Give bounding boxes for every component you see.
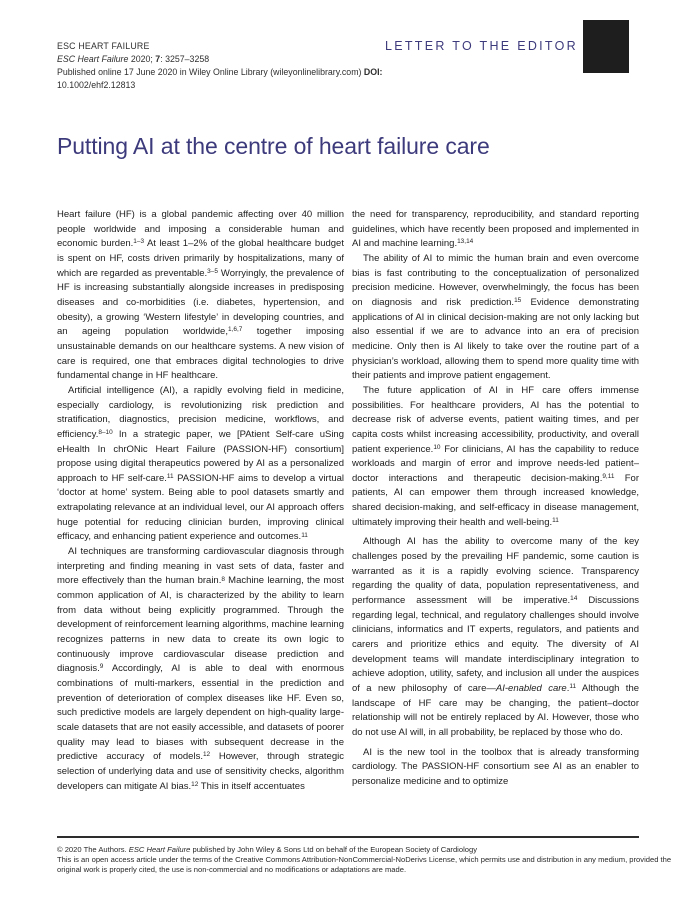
paragraph: Although AI has the ability to overcome many of the key challenges posed by the prevailing HF pandemic, some caution is warranted as it is a rapidly evolving science. Transparency regarding the quality of data, population representativeness, and performance assessment will be imperative.$^{14}$ Discussions regarding legal, technical, and regulatory challenges should involve clinicians, informatics and IT experts, regulators, and patients and carers and prioritize ethics and equity. The diversity of AI development teams will mandate interdisciplinary integration to achieve adoption, utility, safety, and inclusion all under the auspices of a new philosophy of care—AI-enabled care.$^{11}$ Although the landscape of HF care may be changing, the patient–doctor relationship will not be entirely replaced by AI. However, those who do not use AI will, in all probability, be replaced by those who do. (352, 536, 639, 738)
published-line: Published online 17 June 2020 in Wiley Online Library (wileyonlinelibrary.com) DOI: 10.1002/ehf2.12813 (57, 67, 383, 90)
citation-line: ESC Heart Failure 2020; 7: 3257–3258 (57, 54, 210, 64)
page-title: Putting AI at the centre of heart failure care (57, 133, 490, 159)
paragraph: the need for transparency, reproducibility, and standard reporting guidelines, which have recently been proposed and implemented in AI and machine learning.$^{13,14}$ (352, 209, 639, 250)
left-column (57, 208, 344, 835)
paragraph: Artificial intelligence (AI), a rapidly evolving field in medicine, especially cardiology, is revolutionizing risk prediction and stratification, diagnostics, precision medicine, workflows, and efficiency.$^{8-10}$ In a strategic paper, we [PAtient Self-care uSing eHealth In chrONic Heart Failure (PASSION-HF) consortium] propose using digital therapeutics powered by AI as a personalized approach to HF self-care.$^{11}$ PASSION-HF aims to develop a virtual ‘doctor at home’ system. Being able to pool datasets smartly and extrapolating relevance at an individual level, our AI approach offers huge potential for reducing clinician burden, improving clinical efficacy, and enhancing patient experience and outcomes.$^{11}$ (57, 384, 345, 543)
paragraph: The future application of AI in HF care offers immense possibilities. For healthcare providers, AI has the potential to decrease risk of adverse events, patient waiting times, and per capita costs whilst increasing accessibility, productivity, and overall patient experience.$^{10}$ For clinicians, AI has the capability to reduce workloads and margin of error and improve needs-led patient–doctor interactions and therapeutic decision-making.$^{9,11}$ For patients, AI can empower them through increased knowledge, shared decision-making, and self-efficacy in disease management, ultimately improving their health and well-being.$^{11}$ (352, 384, 639, 528)
corner-black-box (583, 20, 629, 73)
article-columns (57, 208, 639, 835)
right-column (352, 208, 639, 835)
article-type-label: LETTER TO THE EDITOR (384, 39, 578, 53)
paragraph: Heart failure (HF) is a global pandemic affecting over 40 million people worldwide and imposing a considerable human and economic burden.$^{1-3}$ At least 1–2% of the global healthcare budget is spent on HF, costs driven primarily by hospitalizations, many of which are regarded as preventable.$^{3-5}$ Worryingly, the prevalence of HF is increasing substantially alongside increases in predisposing diseases and co-morbidities (i.e. diabetes, hypertension, and obesity), a growing ‘Western lifestyle’ in developing countries, and an ageing population worldwide,$^{1,6,7}$ together imposing unsustainable demands on our healthcare systems. A new vision of care is required, one that embraces digital technologies to drive fundamental change in HF healthcare. (57, 209, 344, 382)
page-footer (57, 845, 675, 875)
license-line: This is an open access article under the terms of the Creative Commons Attribution-NonCommercial-NoDerivs License, which permits use and distribution in any medium, provided the original work is properly cited, the use is non-commercial and no modifications or adaptations are made. (57, 855, 672, 874)
paragraph: AI techniques are transforming cardiovascular diagnosis through interpreting and finding meaning in vast sets of data, faster and more effectively than the human brain.$^8$ Machine learning, the most common application of AI, is characterized by the ability to learn from data without being explicitly programmed. Through the development of reinforcement learning algorithms, machine learning recognizes patterns in new data to create its own logic to continuously improve cardiovascular disease prediction and diagnosis.$^9$ Accordingly, AI is able to deal with enormous combinations of multi-markers, essential in the prediction and prevention of deterioration of complex diseases like HF. Even so, such predictive models are largely dependent on high-quality large-scale datasets that are not easily accessible, and datasets of poorer quality may lead to biases with subsequent decrease in the predictive accuracy of models.$^{12}$ However, through strategic selection of underlying data and use of sensitivity checks, algorithm developers can mitigate AI bias.$^{12}$ This in itself accentuates (57, 546, 345, 792)
copyright-line: © 2020 The Authors. ESC Heart Failure published by John Wiley & Sons Ltd on behalf of the European Society of Cardiology (57, 845, 478, 854)
journal-name: ESC HEART FAILURE (57, 41, 150, 51)
footer-divider (57, 836, 639, 838)
paragraph: AI is the new tool in the toolbox that is already transforming cardiology. The PASSION-HF consortium see AI as an enabler to personalize medicine and to optimize (352, 746, 639, 787)
paragraph: The ability of AI to mimic the human brain and even overcome bias is fast contributing to the conceptualization of personalized precision medicine. However, overwhelmingly, the focus has been on diagnosis and risk prediction.$^{15}$ Evidence demonstrating applications of AI in clinical decision-making are not only lacking but also essential if we are to advance into an era of precision medicine. Only then is AI likely to take over the routine part of a physician’s workload, allowing them to spend more quality time with their patients and improve patient engagement. (352, 252, 639, 382)
